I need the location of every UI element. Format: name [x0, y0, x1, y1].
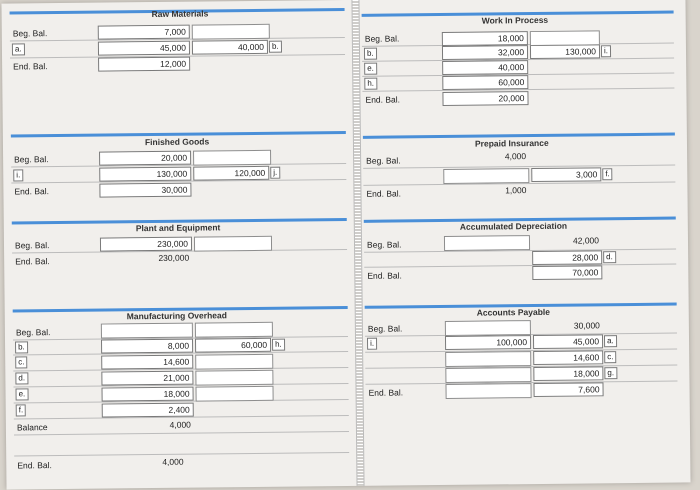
row-label: End. Bal.	[15, 256, 50, 267]
manufacturing-overhead-account	[13, 306, 350, 481]
debit-input[interactable]: 7,000	[98, 25, 190, 40]
debit-input[interactable]	[445, 320, 531, 336]
debit-input[interactable]	[444, 235, 530, 251]
debit-input[interactable]: 32,000	[442, 45, 528, 60]
credit-input[interactable]: 60,000	[195, 338, 271, 353]
row-label: End. Bal.	[17, 460, 52, 471]
reference-select[interactable]: i.	[601, 45, 611, 57]
ledger-row	[364, 265, 676, 283]
debit-input[interactable]: 4,000	[162, 456, 184, 467]
account-title: Accounts Payable	[476, 306, 551, 318]
debit-input[interactable]: 21,000	[101, 371, 193, 386]
credit-input[interactable]: 14,600	[533, 350, 603, 365]
debit-input[interactable]: 60,000	[442, 75, 528, 90]
debit-input[interactable]: 8,000	[101, 339, 193, 354]
account-title: Raw Materials	[151, 8, 209, 20]
reference-select[interactable]: i.	[367, 338, 377, 350]
row-label: End. Bal.	[13, 61, 48, 72]
debit-input[interactable]: 14,600	[101, 355, 193, 370]
debit-input[interactable]	[445, 351, 531, 367]
account-title: Finished Goods	[144, 136, 210, 148]
account-title: Plant and Equipment	[135, 222, 221, 234]
credit-input[interactable]: 28,000	[532, 250, 602, 265]
reference-select[interactable]: i.	[13, 169, 23, 181]
credit-input[interactable]	[195, 386, 273, 402]
debit-input[interactable]: 12,000	[98, 57, 190, 72]
account-title: Accumulated Depreciation	[459, 220, 568, 232]
debit-input[interactable]: 20,000	[99, 151, 191, 166]
row-label: End. Bal.	[368, 387, 404, 398]
accounts-payable-account	[365, 303, 678, 406]
debit-input[interactable]: 2,400	[102, 403, 194, 418]
reference-select[interactable]: c.	[15, 356, 27, 368]
credit-input[interactable]	[193, 150, 271, 166]
credit-input[interactable]: 7,600	[533, 382, 603, 397]
reference-select[interactable]: c.	[604, 351, 616, 363]
row-label: Beg. Bal.	[367, 323, 403, 334]
row-label: Beg. Bal.	[366, 155, 401, 166]
row-label: End. Bal.	[14, 186, 49, 197]
t-account-worksheet	[1, 0, 690, 490]
reference-select[interactable]: b.	[364, 48, 377, 60]
credit-input[interactable]: 130,000	[530, 44, 600, 59]
row-label: Beg. Bal.	[364, 33, 400, 44]
credit-input[interactable]: 40,000	[192, 40, 268, 55]
accumulated-depreciation-account	[364, 217, 677, 286]
prepaid-insurance-account	[363, 133, 676, 204]
finished-goods-account	[11, 131, 347, 205]
reference-select[interactable]: h.	[272, 339, 285, 351]
debit-input[interactable]: 18,000	[442, 31, 528, 46]
row-label: End. Bal.	[365, 94, 401, 105]
reference-select[interactable]: a.	[604, 335, 617, 347]
row-label: End. Bal.	[367, 270, 402, 281]
credit-input[interactable]	[195, 354, 273, 370]
credit-input[interactable]: 18,000	[533, 366, 603, 381]
reference-select[interactable]: e.	[16, 388, 29, 400]
reference-select[interactable]: b.	[15, 341, 28, 353]
debit-input[interactable]: 1,000	[505, 185, 527, 196]
account-title: Manufacturing Overhead	[126, 310, 227, 322]
debit-input[interactable]	[445, 367, 531, 383]
reference-select[interactable]: f.	[16, 404, 27, 416]
debit-input[interactable]: 230,000	[158, 252, 190, 263]
reference-select[interactable]: j.	[270, 167, 280, 179]
credit-input[interactable]	[195, 322, 273, 338]
credit-input[interactable]: 30,000	[573, 320, 600, 331]
credit-input[interactable]: 3,000	[531, 167, 601, 182]
debit-input[interactable]	[443, 168, 529, 184]
reference-select[interactable]: a.	[12, 43, 25, 55]
credit-input[interactable]	[192, 24, 270, 40]
debit-input[interactable]: 45,000	[98, 41, 190, 56]
row-label: Beg. Bal.	[15, 327, 51, 338]
reference-select[interactable]: h.	[364, 78, 377, 90]
row-label: Balance	[16, 422, 48, 433]
debit-input[interactable]: 18,000	[102, 387, 194, 402]
debit-input[interactable]: 40,000	[442, 60, 528, 75]
debit-input[interactable]: 100,000	[445, 335, 531, 350]
reference-select[interactable]: d.	[603, 251, 616, 263]
debit-input[interactable]: 20,000	[442, 91, 528, 106]
account-title: Work In Process	[481, 14, 549, 26]
row-label: Beg. Bal.	[366, 239, 402, 250]
reference-select[interactable]: e.	[364, 63, 377, 75]
debit-input[interactable]: 230,000	[100, 237, 192, 252]
reference-select[interactable]: g.	[604, 367, 617, 379]
reference-select[interactable]: b.	[269, 41, 282, 53]
reference-select[interactable]: f.	[602, 168, 613, 180]
raw-materials-account	[10, 8, 346, 82]
debit-input[interactable]: 130,000	[99, 167, 191, 182]
row-label: Beg. Bal.	[14, 154, 49, 165]
row-label: Beg. Bal.	[12, 28, 48, 39]
debit-input[interactable]: 4,000	[504, 151, 527, 162]
debit-input[interactable]: 4,000	[169, 419, 191, 430]
debit-input[interactable]: 30,000	[99, 183, 191, 198]
plant-equipment-account	[12, 218, 348, 272]
row-label: End. Bal.	[366, 188, 402, 199]
debit-input[interactable]	[445, 383, 531, 399]
reference-select[interactable]: d.	[15, 372, 28, 384]
debit-input[interactable]	[101, 323, 193, 339]
work-in-process-account	[362, 11, 675, 120]
row-label: Beg. Bal.	[14, 240, 50, 251]
credit-input[interactable]	[195, 370, 273, 386]
credit-input[interactable]: 42,000	[572, 235, 600, 246]
credit-input[interactable]: 120,000	[193, 166, 269, 181]
credit-input[interactable]: 70,000	[532, 265, 602, 280]
account-title: Prepaid Insurance	[474, 137, 549, 149]
credit-input[interactable]	[194, 236, 272, 252]
credit-input[interactable]: 45,000	[533, 334, 603, 349]
